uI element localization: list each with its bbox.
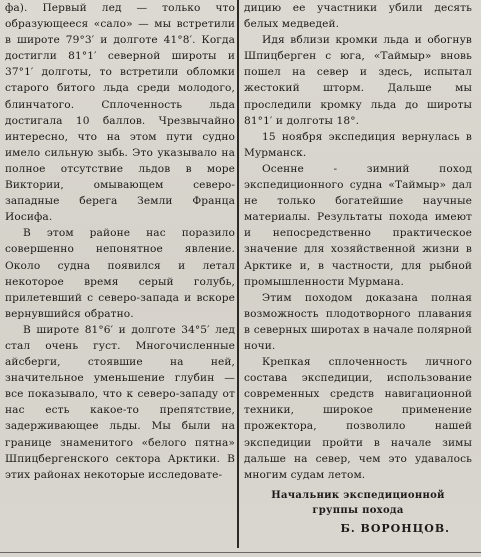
column-divider <box>237 0 239 548</box>
signature-title-line2: группы похода <box>312 505 404 516</box>
article-paragraph: фа). Первый лед — только что образующееся «сало» — мы встретили в широте 79°3′ и долготе 41°8′. Когда достигли 81°1′ северной широты и 37°1′ долготы, то встретили обломки старого битого льда среди молодого, блинчатого. Сплоченность льда достигала 10 баллов. Чрезвычайно интересно, что на этом пути судно имело сильную зыбь. Это указывало на полное отсутствие льдов в море Виктории, омывающем северо-западные берега Земли Франца Иосифа. <box>5 2 235 224</box>
article-paragraph: В широте 81°6′ и долготе 34°5′ лед стал очень густ. Многочисленные айсберги, стоявшие на ней, значительное уменьшение глубин — все показывало, что к северо-западу от нас есть какое-то препятствие, задерживающее льды. Мы были на границе знаменитого «белого пятна» Шпицбергенского сектора Арктики. В этих районах некоторые исследовате- <box>5 323 235 481</box>
article-paragraph: Этим походом доказана полная возможность плодотворного плавания в северных широтах в начале полярной ночи. <box>244 291 472 352</box>
article-paragraph: Осенне - зимний поход экспедиционного судна «Таймыр» дал не только богатейшие научные материалы. Результаты похода имеют и непосредственно практическое значение для хозяйственной жизни в Арктике и, в частности, для рыбной промышленности Мурмана. <box>244 162 472 288</box>
article-paragraph: В этом районе нас поразило совершенно непонятное явление. Около судна появился и летал некоторое время серый голубь, прилетевший с северо-запада и вскоре вернувшийся обратно. <box>5 227 235 320</box>
page-bottom-rule <box>0 552 481 553</box>
article-paragraph: 15 ноября экспедиция вернулась в Мурманск. <box>244 130 472 159</box>
article-paragraph: Крепкая сплоченность личного состава экспедиции, использование современных средств навигационной техники, широкое применение прожектора, позволило нашей экспедиции пройти в начале зимы дальше на север, чем это удавалось многим судам летом. <box>244 356 472 481</box>
article-right-column <box>244 0 472 483</box>
article-paragraph: дицию ее участники убили десять белых медведей. <box>244 2 472 31</box>
signature-name: Б. ВОРОНЦОВ. <box>340 522 450 535</box>
signature-title-line1: Начальник экспедиционной <box>271 490 445 501</box>
author-signature <box>244 488 472 536</box>
article-paragraph: Идя вблизи кромки льда и обогнув Шпицберген с юга, «Таймыр» вновь пошел на север и здесь, испытал жестокий шторм. Дальше мы проследили кромку льда до широты 81°1′ и долготы 18°. <box>244 34 472 127</box>
article-left-column <box>2 0 235 483</box>
